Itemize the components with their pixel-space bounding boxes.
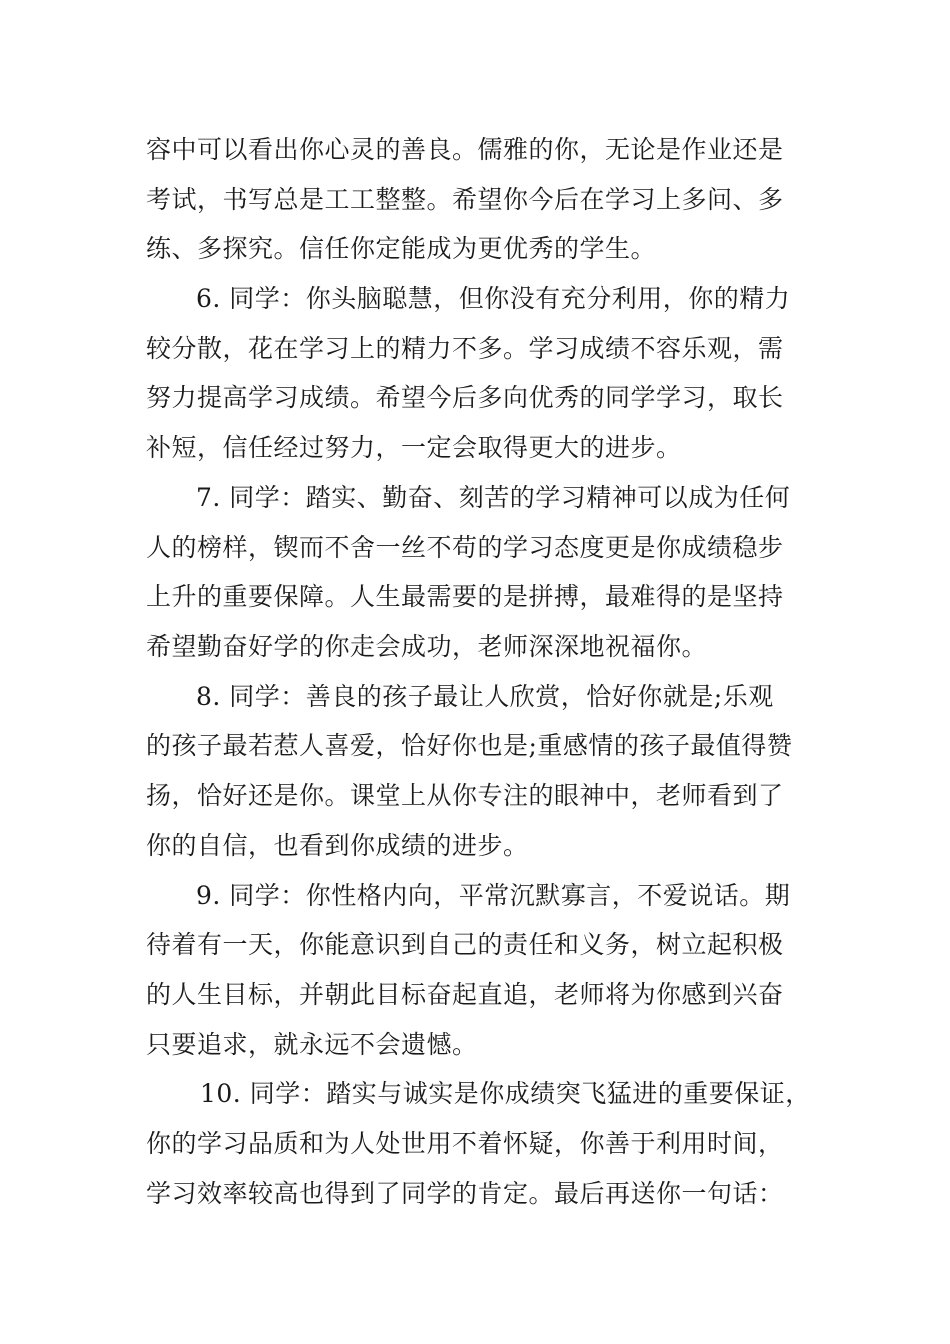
text-line: 努力提高学习成绩。希望今后多向优秀的同学学习，取长 [146, 383, 784, 412]
paragraph-9-start: 9. 同学：你性格内向，平常沉默寡言，不爱说话。期 [196, 881, 791, 910]
text-line: 学习效率较高也得到了同学的肯定。最后再送你一句话： [146, 1179, 784, 1208]
paragraph-10-start: 10. 同学：踏实与诚实是你成绩突飞猛进的重要保证， [200, 1079, 811, 1108]
text-line: 的孩子最若惹人喜爱，恰好你也是;重感情的孩子最值得赞 [146, 731, 793, 760]
paragraph-8-start: 8. 同学：善良的孩子最让人欣赏，恰好你就是;乐观 [196, 682, 774, 711]
text-line: 练、多探究。信任你定能成为更优秀的学生。 [146, 234, 657, 263]
text-line: 较分散，花在学习上的精力不多。学习成绩不容乐观，需 [146, 334, 784, 363]
paragraph-7-start: 7. 同学：踏实、勤奋、刻苦的学习精神可以成为任何 [196, 483, 791, 512]
text-line: 扬，恰好还是你。课堂上从你专注的眼神中，老师看到了 [146, 781, 784, 810]
text-line: 只要追求，就永远不会遗憾。 [146, 1030, 478, 1059]
text-line: 的人生目标，并朝此目标奋起直追，老师将为你感到兴奋 [146, 980, 784, 1009]
text-line: 补短，信任经过努力，一定会取得更大的进步。 [146, 433, 682, 462]
text-line: 你的自信，也看到你成绩的进步。 [146, 831, 529, 860]
text-line: 容中可以看出你心灵的善良。儒雅的你，无论是作业还是 [146, 135, 784, 164]
text-line: 希望勤奋好学的你走会成功，老师深深地祝福你。 [146, 632, 708, 661]
text-line: 人的榜样，锲而不舍一丝不苟的学习态度更是你成绩稳步 [146, 533, 784, 562]
text-line: 上升的重要保障。人生最需要的是拼搏，最难得的是坚持 [146, 582, 784, 611]
text-line: 考试，书写总是工工整整。希望你今后在学习上多问、多 [146, 185, 784, 214]
paragraph-6-start: 6. 同学：你头脑聪慧，但你没有充分利用，你的精力 [196, 284, 791, 313]
text-line: 你的学习品质和为人处世用不着怀疑，你善于利用时间， [146, 1129, 784, 1158]
text-line: 待着有一天，你能意识到自己的责任和义务，树立起积极 [146, 930, 784, 959]
